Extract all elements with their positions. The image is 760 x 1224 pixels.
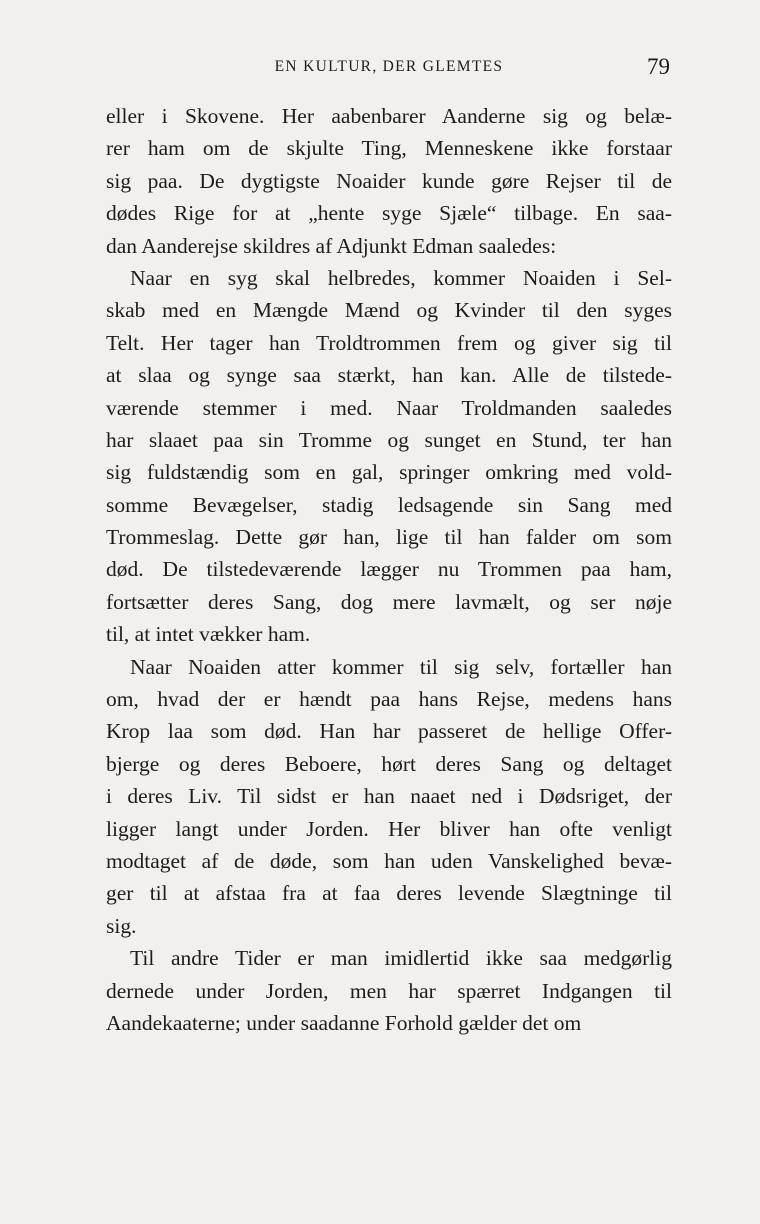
body-text [106,100,672,1039]
text-line: dan Aanderejse skildres af Adjunkt Edman saaledes: [106,233,557,258]
text-line: dødes Rige for at „hente syge Sjæle“ tilbage. En saa- [106,201,672,226]
text-line: ligger langt under Jorden. Her bliver han ofte venligt [106,816,672,841]
text-line: bjerge og deres Beboere, hørt deres Sang og deltaget [106,751,672,776]
paragraph [106,100,672,262]
text-line: somme Bevægelser, stadig ledsagende sin Sang med [106,492,672,517]
text-line: rer ham om de skjulte Ting, Menneskene ikke forstaar [106,136,672,161]
text-line: Til andre Tider er man imidlertid ikke saa medgørlig [130,946,672,971]
text-line: ger til at afstaa fra at faa deres levende Slægtninge til [106,881,672,906]
text-line: at slaa og synge saa stærkt, han kan. Alle de tilstede- [106,363,672,388]
running-title: EN KULTUR, DER GLEMTES [274,58,504,75]
paragraph [106,651,672,943]
text-line: modtaget af de døde, som han uden Vanskelighed bevæ- [106,848,672,873]
paragraph [106,262,672,651]
text-line: værende stemmer i med. Naar Troldmanden saaledes [106,395,672,420]
text-line: sig. [106,913,137,938]
text-line: fortsætter deres Sang, dog mere lavmælt, og ser nøje [106,589,672,614]
text-line: om, hvad der er hændt paa hans Rejse, medens hans [106,687,672,712]
text-line: Naar en syg skal helbredes, kommer Noaiden i Sel- [130,265,672,290]
text-line: skab med en Mængde Mænd og Kvinder til den syges [106,298,672,323]
text-line: til, at intet vækker ham. [106,622,311,647]
text-line: Trommeslag. Dette gør han, lige til han falder om som [106,525,672,550]
text-line: død. De tilstedeværende lægger nu Trommen paa ham, [106,557,672,582]
text-line: Telt. Her tager han Troldtrommen frem og giver sig til [106,330,672,355]
text-line: dernede under Jorden, men har spærret Indgangen til [106,978,672,1003]
text-line: sig fuldstændig som en gal, springer omkring med vold- [106,460,672,485]
text-line: Aandekaaterne; under saadanne Forhold gælder det om [106,1010,582,1035]
paragraph [106,942,672,1039]
running-head [106,54,672,80]
text-line: har slaaet paa sin Tromme og sunget en Stund, ter han [106,427,672,452]
text-line: Krop laa som død. Han har passeret de hellige Offer- [106,719,672,744]
text-line: Naar Noaiden atter kommer til sig selv, fortæller han [130,654,672,679]
text-line: i deres Liv. Til sidst er han naaet ned i Dødsriget, der [106,784,672,809]
page-number: 79 [647,54,670,79]
text-line: sig paa. De dygtigste Noaider kunde gøre Rejser til de [106,168,672,193]
text-line: eller i Skovene. Her aabenbarer Aanderne sig og belæ- [106,104,672,128]
